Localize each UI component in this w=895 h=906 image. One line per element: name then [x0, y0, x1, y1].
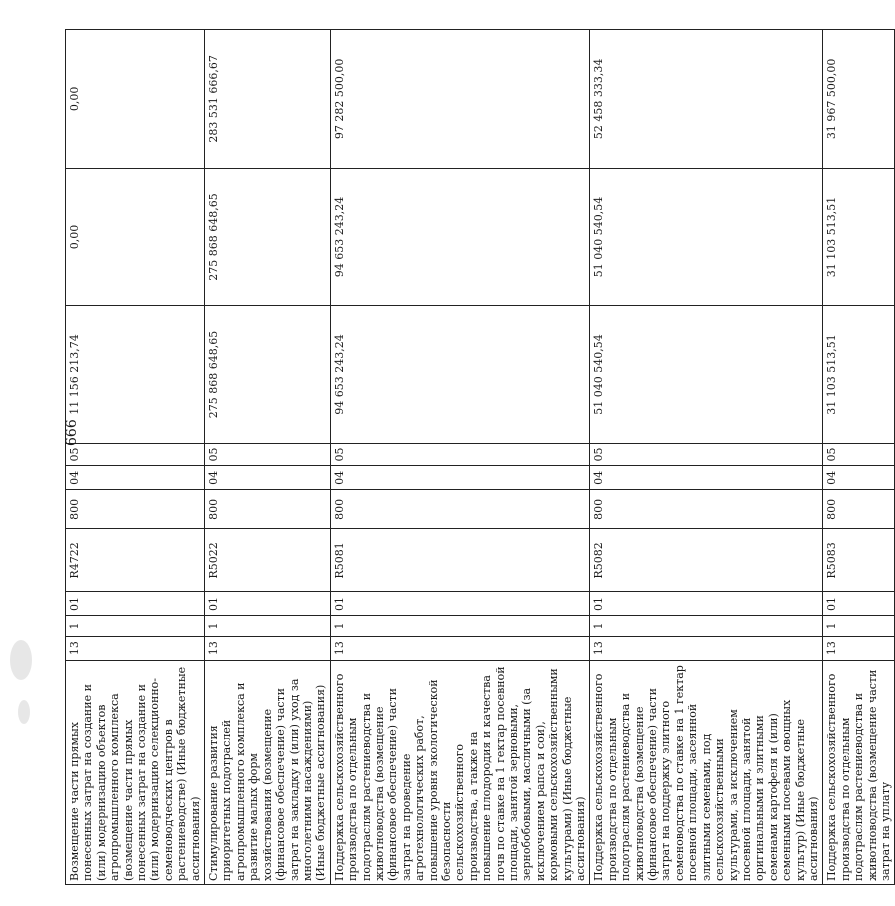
cell-pr: 05	[590, 443, 823, 466]
cell-c3: 01	[205, 592, 331, 616]
table-body	[66, 30, 895, 885]
cell-value-1: 11 156 213,74	[66, 306, 205, 443]
cell-value-3: 283 531 666,67	[205, 30, 331, 169]
cell-code: R5082	[590, 529, 823, 592]
table-row	[823, 30, 895, 885]
cell-c2: 1	[66, 616, 205, 636]
row-description: Поддержка сельскохозяйственного производства по отдельным подотраслям растениеводства и животноводства (возмещение (финансовое обеспечение) части затрат на поддержку элитного семеноводства по ставке на 1 гектар посевной площади, засеянной элитными семенами, под сельскохозяйственными культурами, за исключением посевной площади, занятой оригинальными и элитными семенами картофеля и (или) семенными посевами овощных культур) (Иные бюджетные ассигнования)	[590, 660, 823, 884]
cell-c2: 1	[823, 616, 895, 636]
cell-rz: 04	[590, 466, 823, 490]
cell-c3: 01	[823, 592, 895, 616]
table-row	[330, 30, 590, 885]
cell-value-1: 94 653 243,24	[330, 306, 590, 443]
table-row	[205, 30, 331, 885]
cell-code: R5083	[823, 529, 895, 592]
cell-vr: 800	[205, 490, 331, 529]
cell-c1: 13	[330, 636, 590, 660]
cell-value-2: 31 103 513,51	[823, 168, 895, 305]
cell-pr: 05	[823, 443, 895, 466]
cell-c2: 1	[330, 616, 590, 636]
row-description: Стимулирование развития приоритетных подотраслей агропромышленного комплекса и развитие малых форм хозяйствования (возмещение (финансовое обеспечение) части затрат на закладку и (или) уход за многолетними насаждениями) (Иные бюджетные ассигнования)	[205, 660, 331, 884]
cell-rz: 04	[823, 466, 895, 490]
cell-value-1: 275 868 648,65	[205, 306, 331, 443]
cell-pr: 05	[330, 443, 590, 466]
cell-value-3: 0,00	[66, 30, 205, 169]
row-description: Возмещение части прямых понесенных затрат на создание и (или) модернизацию объектов агропромышленного комплекса (возмещение части прямых понесенных затрат на создание и (или) модернизацию селекционно-семеноводческих центров в растениеводстве) (Иные бюджетные ассигнования)	[66, 660, 205, 884]
cell-vr: 800	[823, 490, 895, 529]
row-description: Поддержка сельскохозяйственного производства по отдельным подотраслям растениеводства и животноводства (возмещение части затрат на уплату	[823, 660, 895, 884]
cell-c3: 01	[590, 592, 823, 616]
scan-noise	[10, 640, 32, 680]
cell-c2: 1	[590, 616, 823, 636]
cell-vr: 800	[66, 490, 205, 529]
cell-rz: 04	[330, 466, 590, 490]
cell-c1: 13	[205, 636, 331, 660]
cell-value-2: 94 653 243,24	[330, 168, 590, 305]
cell-code: R4722	[66, 529, 205, 592]
cell-c1: 13	[66, 636, 205, 660]
cell-c1: 13	[590, 636, 823, 660]
rotated-table-wrapper	[65, 29, 892, 885]
cell-value-1: 51 040 540,54	[590, 306, 823, 443]
table-row	[590, 30, 823, 885]
cell-c2: 1	[205, 616, 331, 636]
cell-c3: 01	[330, 592, 590, 616]
cell-rz: 04	[205, 466, 331, 490]
cell-pr: 05	[205, 443, 331, 466]
cell-code: R5022	[205, 529, 331, 592]
cell-c3: 01	[66, 592, 205, 616]
row-description: Поддержка сельскохозяйственного производства по отдельным подотраслям растениеводства и животноводства (возмещение (финансовое обеспечение) части затрат на проведение агротехнологических работ, повышение уровня экологической безопасности сельскохозяйственного производства, а также на повышение плодородия и качества почв по ставке на 1 гектар посевной площади, занятой зерновыми, зернобобовыми, масличными (за исключением рапса и сои), кормовыми сельскохозяйственными культурами) (Иные бюджетные ассигнования)	[330, 660, 590, 884]
cell-rz: 04	[66, 466, 205, 490]
budget-table	[65, 29, 895, 885]
table-row	[66, 30, 205, 885]
cell-value-3: 97 282 500,00	[330, 30, 590, 169]
scan-noise	[18, 700, 30, 724]
cell-vr: 800	[330, 490, 590, 529]
cell-value-2: 275 868 648,65	[205, 168, 331, 305]
cell-code: R5081	[330, 529, 590, 592]
cell-pr: 05	[66, 443, 205, 466]
cell-value-3: 52 458 333,34	[590, 30, 823, 169]
cell-vr: 800	[590, 490, 823, 529]
cell-value-1: 31 103 513,51	[823, 306, 895, 443]
cell-value-3: 31 967 500,00	[823, 30, 895, 169]
cell-value-2: 0,00	[66, 168, 205, 305]
cell-value-2: 51 040 540,54	[590, 168, 823, 305]
cell-c1: 13	[823, 636, 895, 660]
page-number: 666	[64, 419, 80, 446]
